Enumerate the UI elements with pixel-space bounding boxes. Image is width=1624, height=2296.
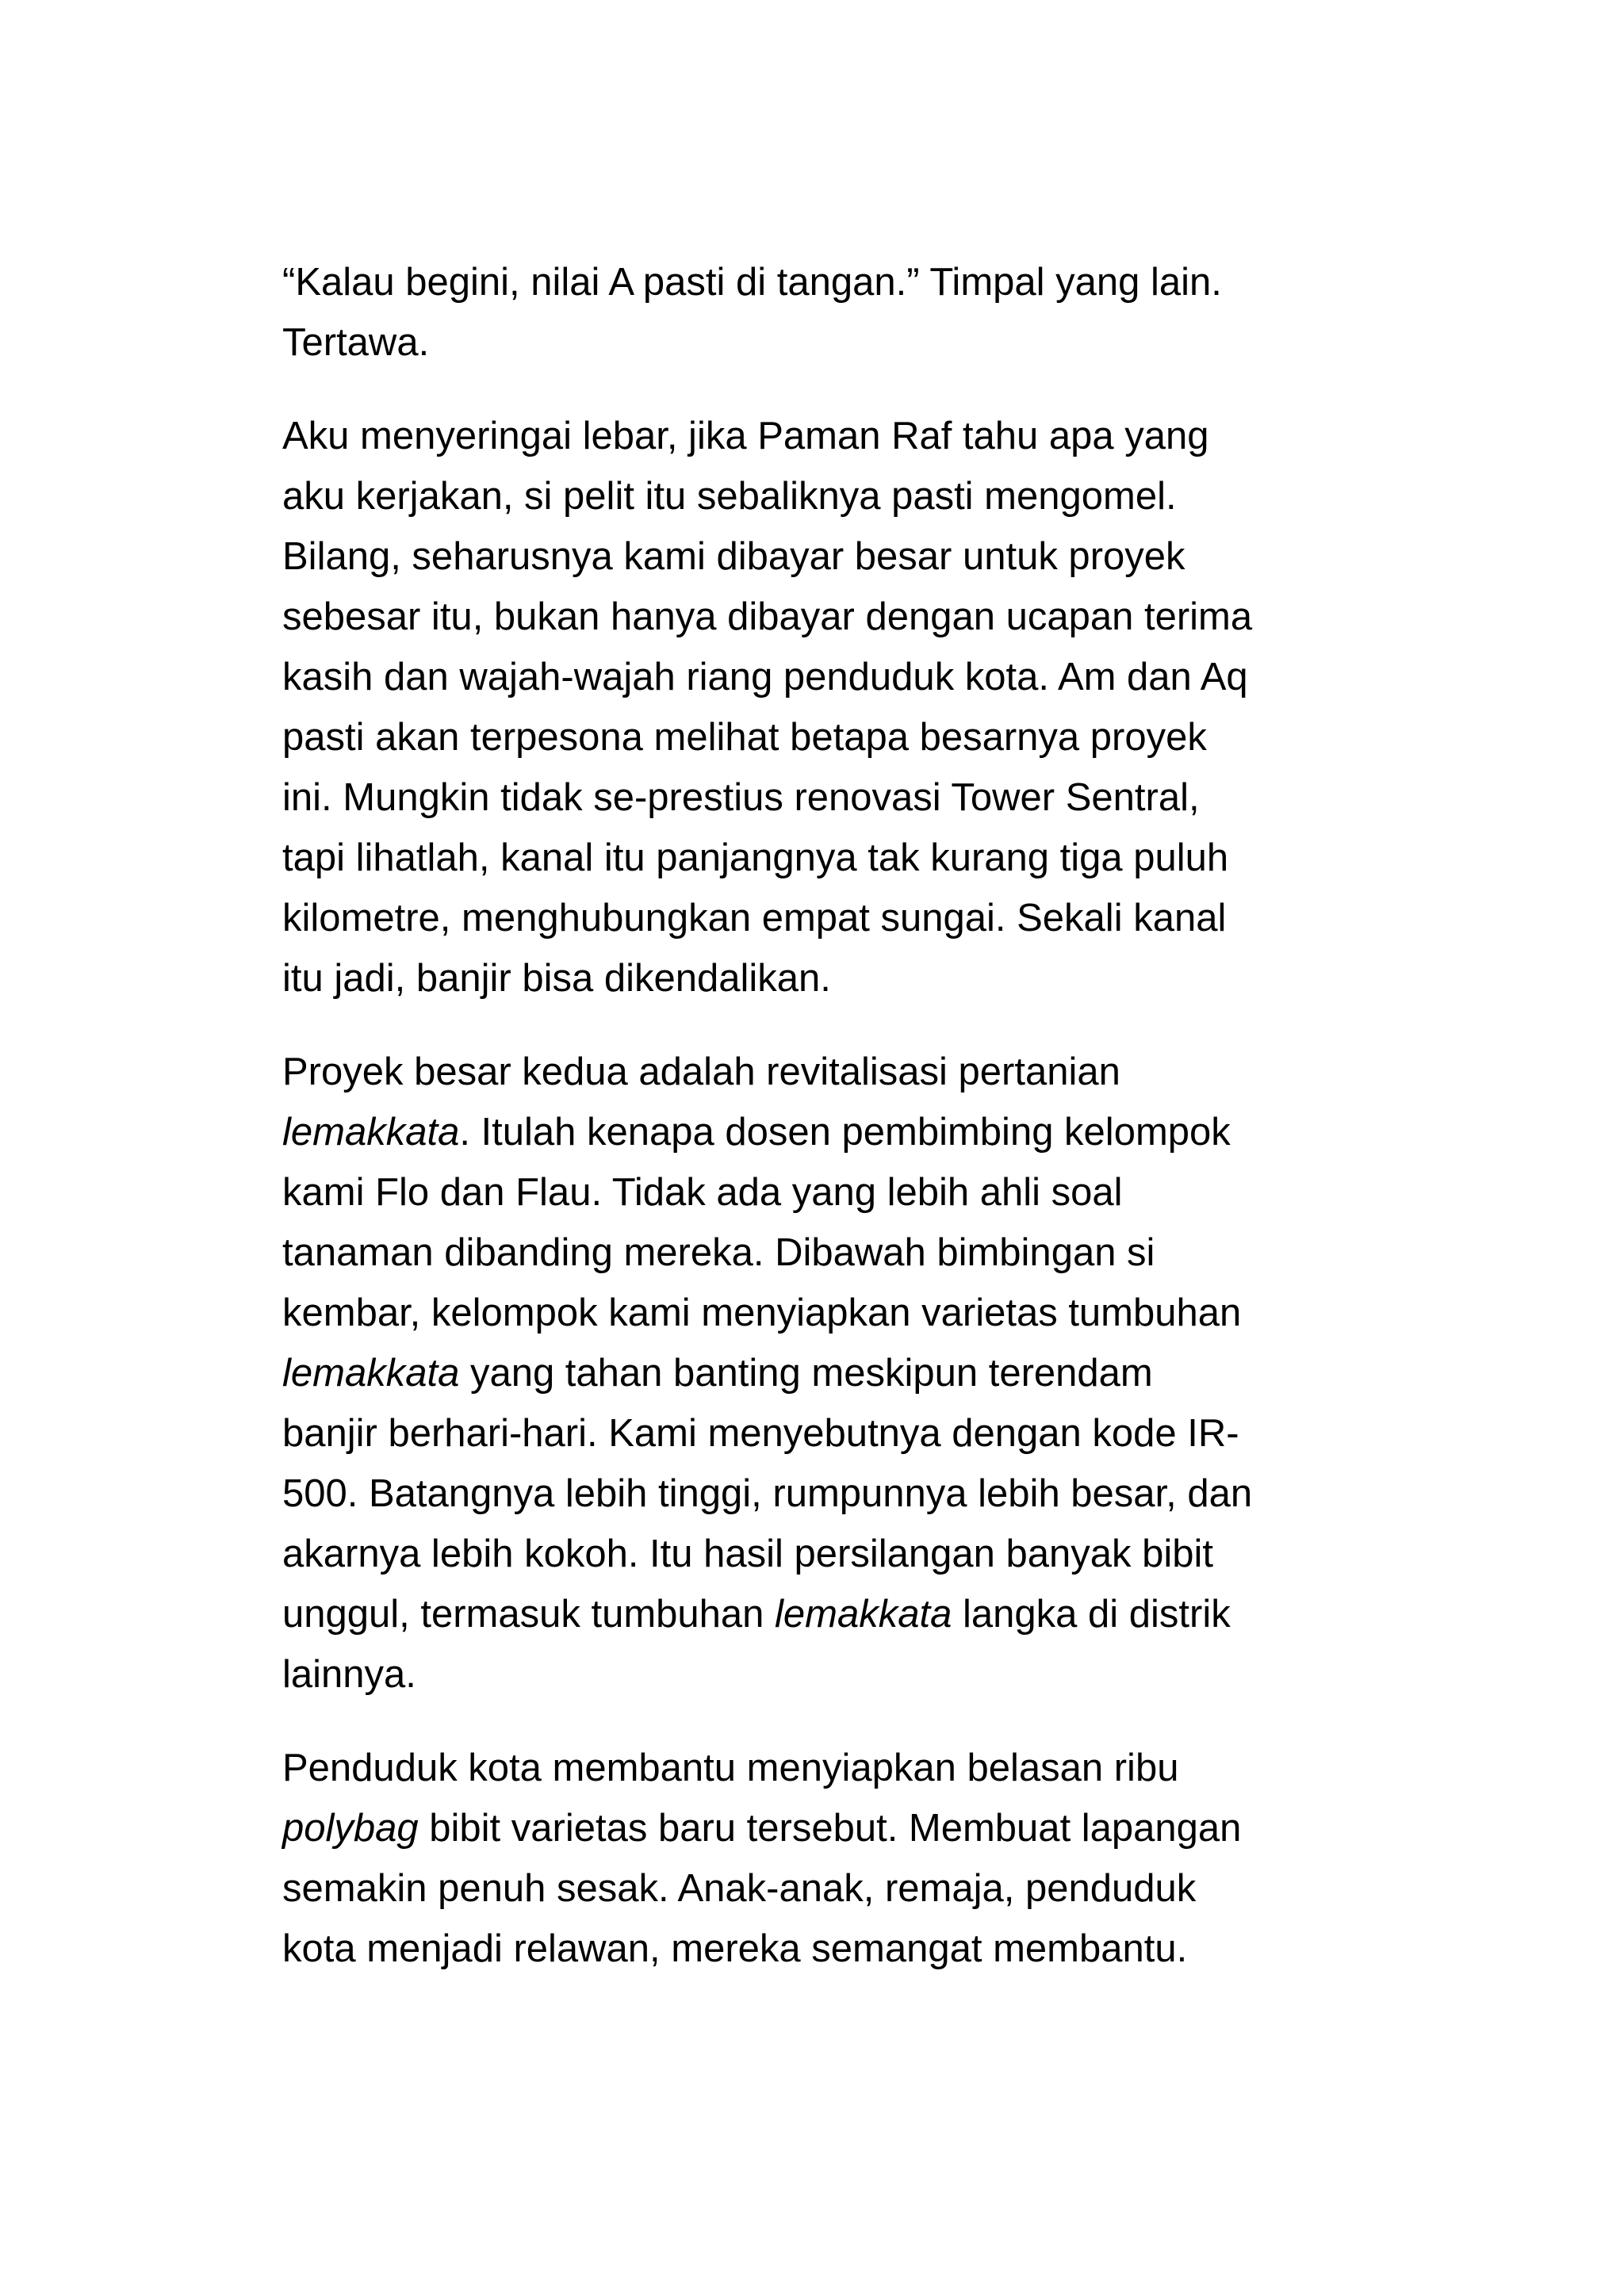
text-run: kilometre, menghubungkan empat sungai. Sekali kanal [282,897,1227,939]
text-run: Aku menyeringai lebar, jika Paman Raf tahu apa yang [282,415,1209,457]
text-line [282,1858,1392,1919]
text-run: langka di distrik [952,1593,1231,1636]
text-run: unggul, termasuk tumbuhan [282,1593,776,1636]
text-run: semakin penuh sesak. Anak-anak, remaja, penduduk [282,1867,1197,1910]
text-line [282,1738,1392,1798]
text-line [282,466,1392,526]
text-line [282,1798,1392,1858]
text-run: kasih dan wajah-wajah riang penduduk kota. Am dan Aq [282,656,1248,698]
text-line [282,1042,1392,1102]
italic-term: lemakkata [282,1111,460,1154]
text-line [282,1343,1392,1403]
text-line [282,587,1392,647]
text-run: aku kerjakan, si pelit itu sebaliknya pasti mengomel. [282,475,1177,518]
text-run: tapi lihatlah, kanal itu panjangnya tak kurang tiga puluh [282,836,1229,879]
text-run: Bilang, seharusnya kami dibayar besar untuk proyek [282,535,1185,578]
document-page [282,252,1392,2012]
text-line [282,828,1392,888]
text-line [282,1223,1392,1283]
italic-term: lemakkata [282,1352,460,1395]
text-line [282,1524,1392,1584]
text-run: 500. Batangnya lebih tinggi, rumpunnya lebih besar, dan [282,1472,1253,1515]
text-line [282,526,1392,587]
paragraph [282,1042,1392,1705]
text-line [282,406,1392,466]
text-line [282,252,1392,312]
text-line [282,1283,1392,1343]
paragraph [282,406,1392,1008]
text-run: bibit varietas baru tersebut. Membuat lapangan [418,1807,1242,1850]
text-line [282,1102,1392,1162]
text-run: sebesar itu, bukan hanya dibayar dengan ucapan terima [282,595,1253,638]
text-line [282,1584,1392,1644]
text-line [282,888,1392,948]
text-run: ini. Mungkin tidak se-prestius renovasi Tower Sentral, [282,776,1200,819]
text-line [282,767,1392,828]
italic-term: lemakkata [775,1593,952,1636]
text-line [282,312,1392,373]
text-line [282,707,1392,767]
text-run: itu jadi, banjir bisa dikendalikan. [282,957,831,1000]
text-line [282,1403,1392,1464]
text-run: kota menjadi relawan, mereka semangat membantu. [282,1927,1188,1970]
text-run: Penduduk kota membantu menyiapkan belasan ribu [282,1747,1179,1789]
text-run: akarnya lebih kokoh. Itu hasil persilangan banyak bibit [282,1533,1214,1575]
text-run: Tertawa. [282,321,430,364]
text-line [282,1464,1392,1524]
text-run: tanaman dibanding mereka. Dibawah bimbingan si [282,1231,1155,1274]
paragraph [282,1738,1392,1979]
text-line [282,1162,1392,1223]
paragraph [282,252,1392,373]
text-run: “Kalau begini, nilai A pasti di tangan.” Timpal yang lain. [282,261,1222,304]
text-run: Proyek besar kedua adalah revitalisasi pertanian [282,1050,1120,1093]
text-line [282,647,1392,707]
text-run: . Itulah kenapa dosen pembimbing kelompok [459,1111,1231,1154]
text-run: pasti akan terpesona melihat betapa besarnya proyek [282,716,1207,759]
text-run: yang tahan banting meskipun terendam [459,1352,1153,1395]
text-line [282,1919,1392,1979]
text-run: banjir berhari-hari. Kami menyebutnya dengan kode IR- [282,1412,1239,1455]
italic-term: polybag [282,1807,419,1850]
text-run: kami Flo dan Flau. Tidak ada yang lebih ahli soal [282,1171,1123,1214]
text-run: lainnya. [282,1653,416,1696]
text-line [282,1644,1392,1705]
text-line [282,948,1392,1008]
text-run: kembar, kelompok kami menyiapkan varietas tumbuhan [282,1292,1242,1334]
